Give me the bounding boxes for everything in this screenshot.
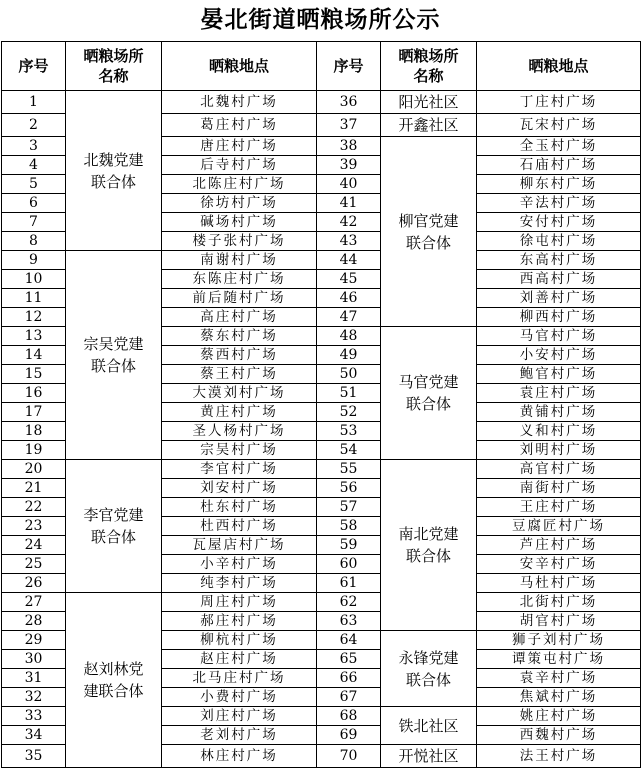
left-location: 刘庄村广场	[162, 707, 317, 726]
header-group-right	[381, 42, 477, 91]
left-location: 老刘村广场	[162, 726, 317, 745]
right-location: 东高村广场	[477, 251, 641, 270]
left-row-number: 16	[2, 384, 66, 403]
right-location: 全玉村广场	[477, 137, 641, 156]
left-row-number: 30	[2, 650, 66, 669]
right-group-name	[381, 631, 477, 707]
header-row	[2, 42, 641, 91]
header-group-line2: 名称	[98, 67, 129, 85]
group-name-line1: 开悦社区	[398, 747, 459, 765]
left-location: 瓦屋店村广场	[162, 536, 317, 555]
right-row-number: 59	[317, 536, 381, 555]
left-row-number: 20	[2, 460, 66, 479]
group-name-line2: 联合体	[405, 670, 451, 689]
right-location: 焦斌村广场	[477, 688, 641, 707]
left-location: 葛庄村广场	[162, 114, 317, 137]
left-row-number: 32	[2, 688, 66, 707]
right-row-number: 54	[317, 441, 381, 460]
left-location: 碱场村广场	[162, 213, 317, 232]
right-location: 丁庄村广场	[477, 91, 641, 114]
left-row-number: 22	[2, 498, 66, 517]
left-row-number: 21	[2, 479, 66, 498]
right-row-number: 55	[317, 460, 381, 479]
left-group-name	[66, 251, 162, 460]
left-location: 小辛村广场	[162, 555, 317, 574]
left-location: 南谢村广场	[162, 251, 317, 270]
left-location: 刘安村广场	[162, 479, 317, 498]
right-row-number: 65	[317, 650, 381, 669]
right-row-number: 68	[317, 707, 381, 726]
left-location: 杜东村广场	[162, 498, 317, 517]
left-location: 徐坊村广场	[162, 194, 317, 213]
right-group-name	[381, 460, 477, 631]
left-row-number: 3	[2, 137, 66, 156]
right-location: 高官村广场	[477, 460, 641, 479]
left-location: 林庄村广场	[162, 745, 317, 768]
right-row-number: 43	[317, 232, 381, 251]
right-location: 王庄村广场	[477, 498, 641, 517]
right-location: 袁辛村广场	[477, 669, 641, 688]
group-name-line2: 联合体	[405, 395, 451, 413]
left-row-number: 6	[2, 194, 66, 213]
left-location: 唐庄村广场	[162, 137, 317, 156]
right-location: 柳东村广场	[477, 175, 641, 194]
header-location-right: 晒粮地点	[477, 42, 641, 91]
left-row-number: 17	[2, 403, 66, 422]
right-location: 胡官村广场	[477, 612, 641, 631]
group-name-line1: 铁北社区	[398, 716, 459, 735]
group-name-line1: 赵刘林党	[83, 660, 144, 678]
right-location: 徐屯村广场	[477, 232, 641, 251]
right-location: 黄铺村广场	[477, 403, 641, 422]
left-location: 蔡东村广场	[162, 327, 317, 346]
header-index-right: 序号	[317, 42, 381, 91]
right-group-name	[381, 114, 477, 137]
left-location: 周庄村广场	[162, 593, 317, 612]
right-row-number: 37	[317, 114, 381, 137]
table-row	[2, 91, 641, 114]
header-group-line1: 晒粮场所	[398, 47, 459, 65]
left-row-number: 34	[2, 726, 66, 745]
left-group-name	[66, 460, 162, 593]
left-location: 宗吴村广场	[162, 441, 317, 460]
left-group-name	[66, 91, 162, 251]
right-row-number: 60	[317, 555, 381, 574]
group-name-line2: 联合体	[405, 547, 451, 565]
left-row-number: 27	[2, 593, 66, 612]
right-location: 辛法村广场	[477, 194, 641, 213]
right-row-number: 69	[317, 726, 381, 745]
left-location: 蔡王村广场	[162, 365, 317, 384]
header-group-line1: 晒粮场所	[83, 47, 144, 65]
right-row-number: 63	[317, 612, 381, 631]
group-name-line2: 建联合体	[83, 682, 144, 700]
left-row-number: 31	[2, 669, 66, 688]
group-name-line1: 南北党建	[398, 525, 459, 543]
left-location: 杜西村广场	[162, 517, 317, 536]
left-row-number: 28	[2, 612, 66, 631]
group-name-line1: 北魏党建	[83, 150, 144, 169]
left-location: 纯李村广场	[162, 574, 317, 593]
left-row-number: 4	[2, 156, 66, 175]
right-row-number: 41	[317, 194, 381, 213]
left-row-number: 14	[2, 346, 66, 365]
right-location: 石庙村广场	[477, 156, 641, 175]
header-index: 序号	[2, 42, 66, 91]
left-location: 大漠刘村广场	[162, 384, 317, 403]
right-group-name	[381, 707, 477, 745]
header-location: 晒粮地点	[162, 42, 317, 91]
right-row-number: 45	[317, 270, 381, 289]
table-row	[2, 251, 641, 270]
right-row-number: 53	[317, 422, 381, 441]
right-row-number: 36	[317, 91, 381, 114]
left-location: 李官村广场	[162, 460, 317, 479]
right-location: 安付村广场	[477, 213, 641, 232]
left-row-number: 19	[2, 441, 66, 460]
right-location: 狮子刘村广场	[477, 631, 641, 650]
left-row-number: 35	[2, 745, 66, 768]
right-location: 鲍官村广场	[477, 365, 641, 384]
left-row-number: 18	[2, 422, 66, 441]
right-location: 马杜村广场	[477, 574, 641, 593]
right-location: 马官村广场	[477, 327, 641, 346]
right-group-name	[381, 327, 477, 460]
left-row-number: 33	[2, 707, 66, 726]
group-name-line1: 宗吴党建	[83, 335, 144, 353]
left-row-number: 10	[2, 270, 66, 289]
right-location: 小安村广场	[477, 346, 641, 365]
right-row-number: 64	[317, 631, 381, 650]
right-group-name	[381, 137, 477, 327]
right-location: 谭策屯村广场	[477, 650, 641, 669]
left-location: 柳杭村广场	[162, 631, 317, 650]
group-name-line1: 永锋党建	[398, 648, 459, 667]
right-location: 北街村广场	[477, 593, 641, 612]
right-row-number: 50	[317, 365, 381, 384]
left-row-number: 25	[2, 555, 66, 574]
left-row-number: 5	[2, 175, 66, 194]
left-row-number: 7	[2, 213, 66, 232]
left-row-number: 15	[2, 365, 66, 384]
left-location: 北马庄村广场	[162, 669, 317, 688]
left-row-number: 11	[2, 289, 66, 308]
left-row-number: 24	[2, 536, 66, 555]
right-row-number: 42	[317, 213, 381, 232]
right-location: 柳西村广场	[477, 308, 641, 327]
right-row-number: 48	[317, 327, 381, 346]
right-row-number: 40	[317, 175, 381, 194]
left-location: 后寺村广场	[162, 156, 317, 175]
left-row-number: 8	[2, 232, 66, 251]
header-group	[66, 42, 162, 91]
right-location: 芦庄村广场	[477, 536, 641, 555]
right-location: 法王村广场	[477, 745, 641, 768]
grain-site-table	[1, 41, 641, 768]
group-name-line2: 联合体	[90, 528, 136, 546]
right-row-number: 46	[317, 289, 381, 308]
left-group-name	[66, 593, 162, 768]
left-row-number: 12	[2, 308, 66, 327]
group-name-line2: 联合体	[405, 233, 451, 252]
right-row-number: 51	[317, 384, 381, 403]
right-row-number: 56	[317, 479, 381, 498]
right-row-number: 70	[317, 745, 381, 768]
right-row-number: 61	[317, 574, 381, 593]
document-title: 晏北街道晒粮场所公示	[200, 6, 441, 33]
left-location: 郝庄村广场	[162, 612, 317, 631]
group-name-line1: 开鑫社区	[398, 116, 459, 134]
right-location: 袁庄村广场	[477, 384, 641, 403]
left-row-number: 23	[2, 517, 66, 536]
right-row-number: 47	[317, 308, 381, 327]
left-row-number: 29	[2, 631, 66, 650]
right-location: 刘善村广场	[477, 289, 641, 308]
group-name-line1: 柳官党建	[398, 211, 459, 230]
right-location: 安辛村广场	[477, 555, 641, 574]
group-name-line2: 联合体	[90, 172, 136, 191]
right-location: 姚庄村广场	[477, 707, 641, 726]
left-location: 高庄村广场	[162, 308, 317, 327]
right-row-number: 52	[317, 403, 381, 422]
right-location: 瓦宋村广场	[477, 114, 641, 137]
left-location: 小费村广场	[162, 688, 317, 707]
header-group-line2: 名称	[413, 67, 444, 85]
left-location: 楼子张村广场	[162, 232, 317, 251]
left-row-number: 26	[2, 574, 66, 593]
right-group-name	[381, 91, 477, 114]
right-location: 西高村广场	[477, 270, 641, 289]
left-location: 北陈庄村广场	[162, 175, 317, 194]
group-name-line1: 阳光社区	[398, 93, 459, 111]
left-location: 蔡西村广场	[162, 346, 317, 365]
left-location: 圣人杨村广场	[162, 422, 317, 441]
right-location: 义和村广场	[477, 422, 641, 441]
right-row-number: 39	[317, 156, 381, 175]
right-row-number: 57	[317, 498, 381, 517]
right-row-number: 58	[317, 517, 381, 536]
left-row-number: 2	[2, 114, 66, 137]
right-row-number: 62	[317, 593, 381, 612]
left-location: 赵庄村广场	[162, 650, 317, 669]
table-row	[2, 460, 641, 479]
left-location: 前后随村广场	[162, 289, 317, 308]
right-location: 南街村广场	[477, 479, 641, 498]
right-row-number: 66	[317, 669, 381, 688]
right-row-number: 38	[317, 137, 381, 156]
group-name-line2: 联合体	[90, 357, 136, 375]
left-location: 东陈庄村广场	[162, 270, 317, 289]
right-location: 豆腐匠村广场	[477, 517, 641, 536]
table-row	[2, 593, 641, 612]
right-row-number: 67	[317, 688, 381, 707]
group-name-line1: 李官党建	[83, 506, 144, 524]
right-group-name	[381, 745, 477, 768]
left-location: 北魏村广场	[162, 91, 317, 114]
left-location: 黄庄村广场	[162, 403, 317, 422]
right-row-number: 49	[317, 346, 381, 365]
right-row-number: 44	[317, 251, 381, 270]
left-row-number: 1	[2, 91, 66, 114]
left-row-number: 13	[2, 327, 66, 346]
group-name-line1: 马官党建	[398, 373, 459, 391]
right-location: 刘明村广场	[477, 441, 641, 460]
right-location: 西魏村广场	[477, 726, 641, 745]
left-row-number: 9	[2, 251, 66, 270]
